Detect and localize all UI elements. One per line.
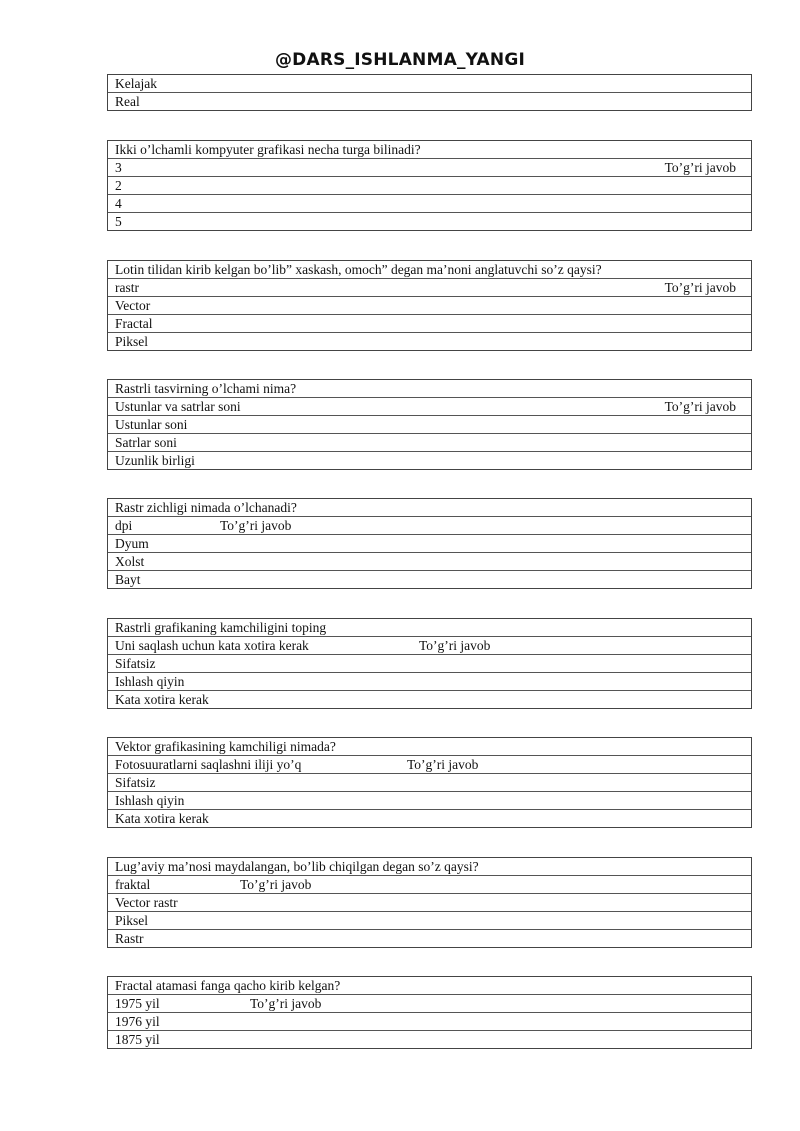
option-text: Real [115,94,140,109]
option-text: 2 [115,178,122,193]
question-row [108,738,751,755]
option-text: Piksel [115,334,149,349]
question-row [108,858,751,875]
option-row [108,1012,751,1030]
option-text: Kelajak [115,76,157,91]
option-row [108,636,751,654]
option-row [108,75,751,92]
option-row [108,516,751,534]
option-row [108,994,751,1012]
option-row [108,773,751,791]
option-text: Ishlash qiyin [115,793,185,808]
question-text: Fractal atamasi fanga qacho kirib kelgan? [115,978,341,993]
option-row [108,1030,751,1048]
option-text: Uzunlik birligi [115,453,195,468]
option-row [108,911,751,929]
option-row [108,212,751,230]
option-text: Satrlar soni [115,435,177,450]
option-row [108,534,751,552]
option-text: Uni saqlash uchun kata xotira kerak [115,638,309,653]
option-row [108,690,751,708]
option-text: 3 [115,160,122,175]
option-row [108,397,751,415]
question-text: Rastr zichligi nimada o’lchanadi? [115,500,297,515]
option-text: Xolst [115,554,145,569]
question-row [108,141,751,158]
correct-answer-label: To’g’ri javob [664,399,736,414]
option-row [108,92,751,110]
option-row [108,755,751,773]
question-text: Rastrli tasvirning o’lchami nima? [115,381,297,396]
option-text: 1875 yil [115,1032,160,1047]
question-text: Lug’aviy ma’nosi maydalangan, bo’lib chiqilgan degan so’z qaysi? [115,859,479,874]
option-row [108,176,751,194]
option-text: 1975 yil [115,996,160,1011]
question-block-7 [107,857,752,948]
option-text: Sifatsiz [115,775,156,790]
option-text: rastr [115,280,139,295]
option-text: Piksel [115,913,149,928]
question-block-4 [107,498,752,589]
option-text: Sifatsiz [115,656,156,671]
option-row [108,433,751,451]
correct-answer-label: To’g’ri javob [407,757,479,772]
option-text: Ustunlar soni [115,417,188,432]
correct-answer-label: To’g’ri javob [664,160,736,175]
option-text: Kata xotira kerak [115,692,209,707]
option-row [108,570,751,588]
option-row [108,296,751,314]
question-row [108,619,751,636]
question-text: Vektor grafikasining kamchiligi nimada? [115,739,336,754]
question-block-3 [107,379,752,470]
correct-answer-label: To’g’ri javob [220,518,292,533]
option-row [108,654,751,672]
option-row [108,332,751,350]
option-row [108,875,751,893]
option-row [108,672,751,690]
option-text: dpi [115,518,133,533]
correct-answer-label: To’g’ri javob [250,996,322,1011]
question-block-0 [107,74,752,111]
option-row [108,158,751,176]
question-block-8 [107,976,752,1049]
question-row [108,499,751,516]
option-text: 1976 yil [115,1014,160,1029]
option-text: 4 [115,196,122,211]
option-text: Dyum [115,536,149,551]
option-row [108,415,751,433]
option-row [108,278,751,296]
page-header: @DARS_ISHLANMA_YANGI [274,50,526,70]
correct-answer-label: To’g’ri javob [664,280,736,295]
question-block-2 [107,260,752,351]
option-row [108,451,751,469]
option-text: fraktal [115,877,151,892]
option-text: Fotosuuratlarni saqlashni iliji yo’q [115,757,302,772]
option-row [108,893,751,911]
correct-answer-label: To’g’ri javob [419,638,491,653]
correct-answer-label: To’g’ri javob [240,877,312,892]
option-text: Ustunlar va satrlar soni [115,399,241,414]
question-row [108,380,751,397]
question-text: Lotin tilidan kirib kelgan bo’lib” xaskash, omoch” degan ma’noni anglatuvchi so’z qaysi? [115,262,602,277]
option-text: Vector [115,298,151,313]
option-row [108,809,751,827]
option-text: Ishlash qiyin [115,674,185,689]
option-text: Kata xotira kerak [115,811,209,826]
option-row [108,314,751,332]
option-text: 5 [115,214,122,229]
question-block-1 [107,140,752,231]
question-block-5 [107,618,752,709]
option-text: Vector rastr [115,895,178,910]
option-row [108,194,751,212]
question-row [108,977,751,994]
question-text: Ikki o’lchamli kompyuter grafikasi necha turga bilinadi? [115,142,421,157]
option-row [108,791,751,809]
option-row [108,929,751,947]
option-text: Bayt [115,572,141,587]
option-row [108,552,751,570]
option-text: Fractal [115,316,153,331]
option-text: Rastr [115,931,144,946]
question-row [108,261,751,278]
question-text: Rastrli grafikaning kamchiligini toping [115,620,327,635]
question-block-6 [107,737,752,828]
